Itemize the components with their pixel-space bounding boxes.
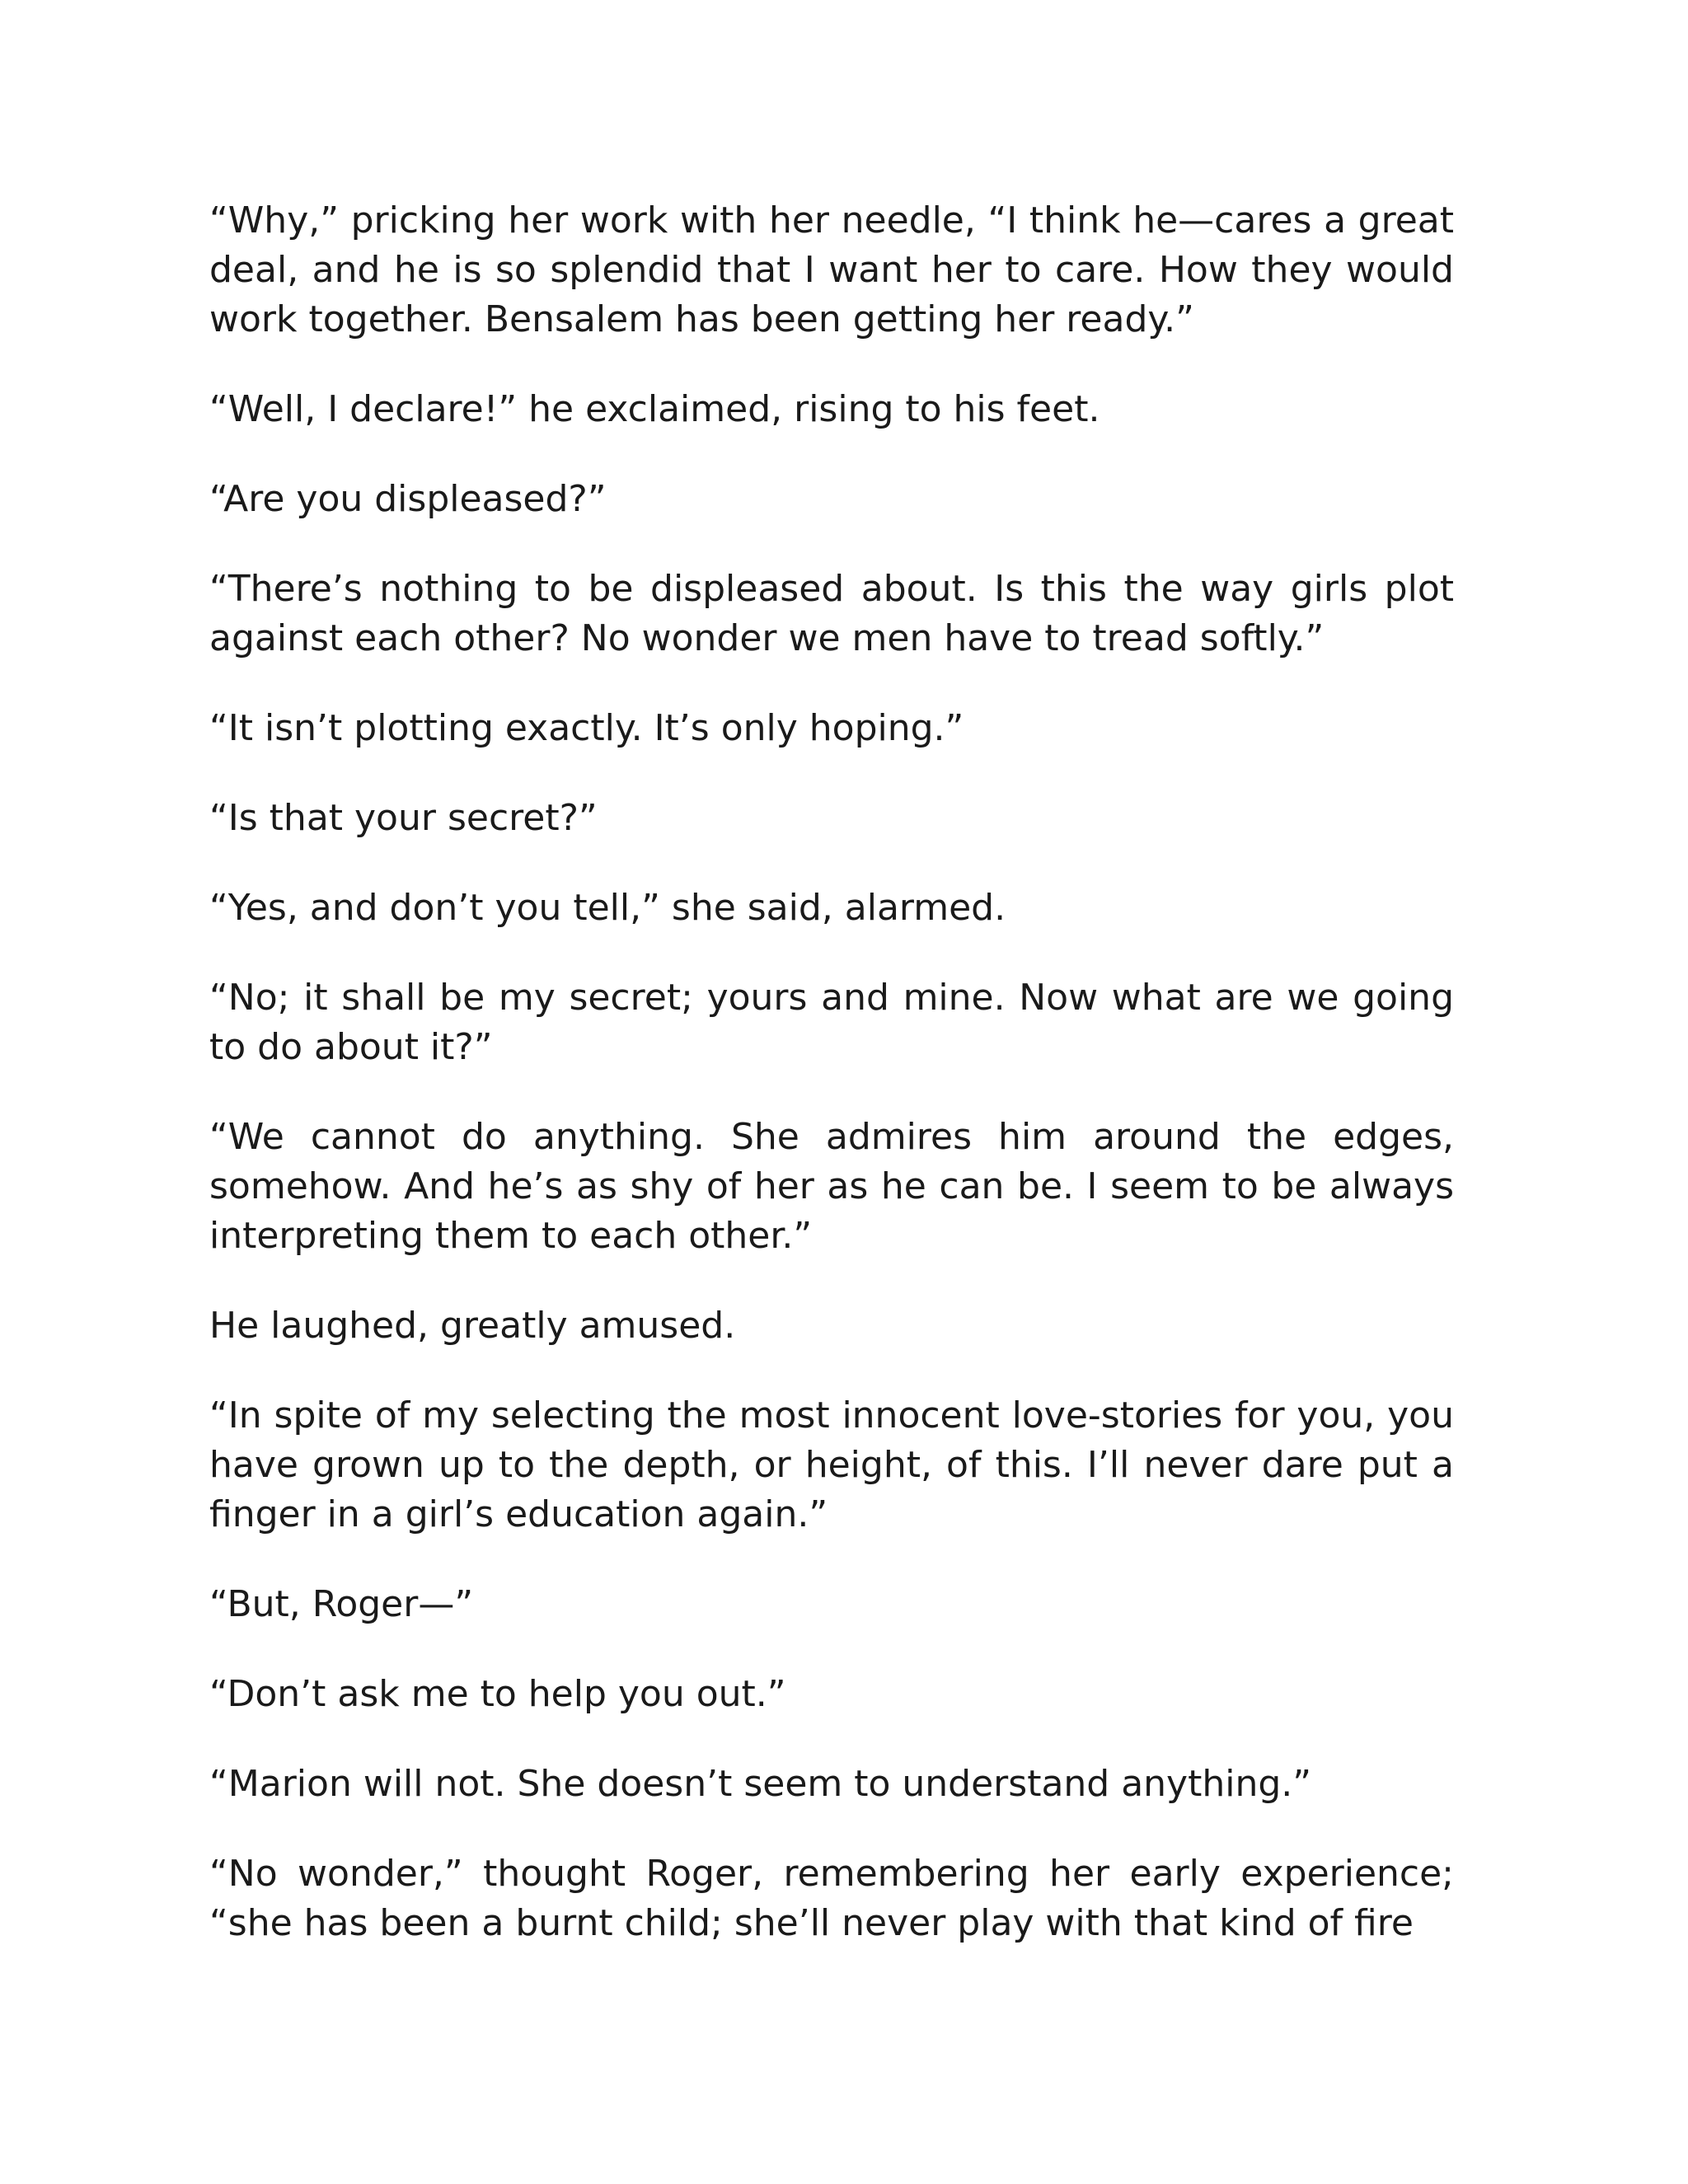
paragraph: “There’s nothing to be displeased about. Is this the way girls plot against each other? No wonder we men have to tread softly.”: [209, 568, 1454, 659]
paragraph: “Is that your secret?”: [209, 797, 598, 839]
paragraph: “No wonder,” thought Roger, remembering her early experience; “she has been a burnt child; she’ll never play with that kind of fire: [209, 1853, 1454, 1944]
paragraph: “No; it shall be my secret; yours and mine. Now what are we going to do about it?”: [209, 977, 1454, 1068]
paragraph: “But, Roger—”: [209, 1583, 474, 1625]
paragraph: “It isn’t plotting exactly. It’s only hoping.”: [209, 707, 964, 749]
paragraph: He laughed, greatly amused.: [209, 1305, 736, 1347]
paragraph: “In spite of my selecting the most innocent love-stories for you, you have grown up to the depth, or height, of this. I’ll never dare put a finger in a girl’s education again.”: [209, 1394, 1454, 1535]
paragraph: “Don’t ask me to help you out.”: [209, 1673, 786, 1715]
paragraph: “Are you displeased?”: [209, 478, 607, 520]
paragraph: “Marion will not. She doesn’t seem to understand anything.”: [209, 1763, 1312, 1805]
paragraph: “We cannot do anything. She admires him around the edges, somehow. And he’s as shy of her as he can be. I seem to be always interpreting them to each other.”: [209, 1116, 1454, 1257]
paragraph: “Yes, and don’t you tell,” she said, alarmed.: [209, 887, 1006, 929]
paragraph: “Well, I declare!” he exclaimed, rising to his feet.: [209, 388, 1100, 430]
page-body: [209, 196, 1454, 1948]
paragraph: “Why,” pricking her work with her needle, “I think he—cares a great deal, and he is so splendid that I want her to care. How they would work together. Bensalem has been getting her ready.”: [209, 199, 1454, 340]
